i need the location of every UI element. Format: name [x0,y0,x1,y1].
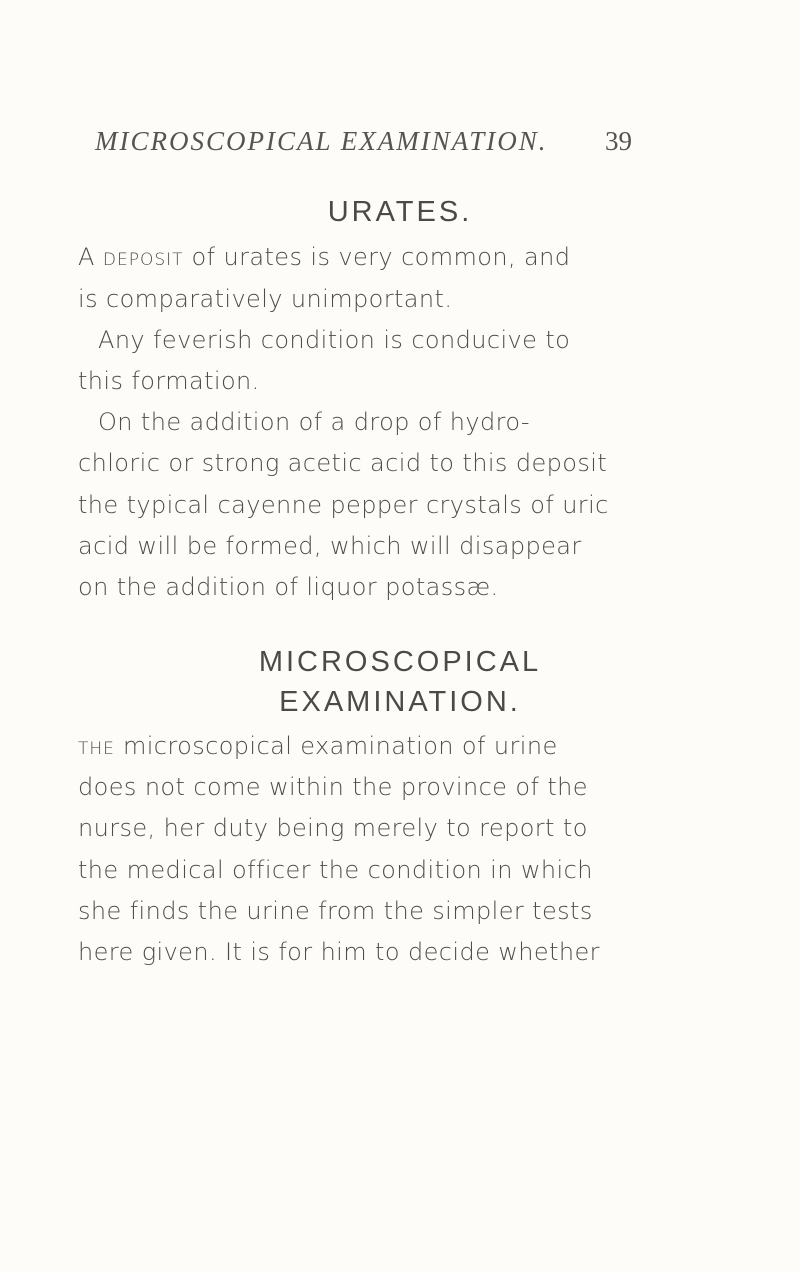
paragraph-line: the medical officer the condition in which [78,856,593,884]
paragraph-line: the typical cayenne pepper crystals of uric [78,491,609,519]
running-title: MICROSCOPICAL EXAMINATION. [95,126,548,156]
section-heading-urates: URATES. [327,196,473,228]
paragraph-line: A DEPOSIT of urates is very common, and [78,243,571,271]
paragraph-line: acid will be formed, which will disappear [78,532,582,560]
paragraph-line: chloric or strong acetic acid to this deposit [78,449,608,477]
section-heading-examination: EXAMINATION. [279,686,521,718]
running-head [95,126,695,166]
paragraph-line: on the addition of liquor potassæ. [78,573,499,601]
paragraph-line: Any feverish condition is conducive to [98,326,571,354]
paragraph-line: is comparatively unimportant. [78,285,453,313]
section-heading-microscopical: MICROSCOPICAL [258,646,542,678]
paragraph-line: nurse, her duty being merely to report to [78,814,588,842]
paragraph-line: THE microscopical examination of urine [78,732,558,760]
page-number: 39 [605,126,632,156]
paragraph-line: this formation. [78,367,260,395]
paragraph-line: On the addition of a drop of hydro- [98,408,530,436]
paragraph-line: she finds the urine from the simpler tests [78,897,593,925]
paragraph-line: here given. It is for him to decide whether [78,938,600,966]
paragraph-line: does not come within the province of the [78,773,588,801]
